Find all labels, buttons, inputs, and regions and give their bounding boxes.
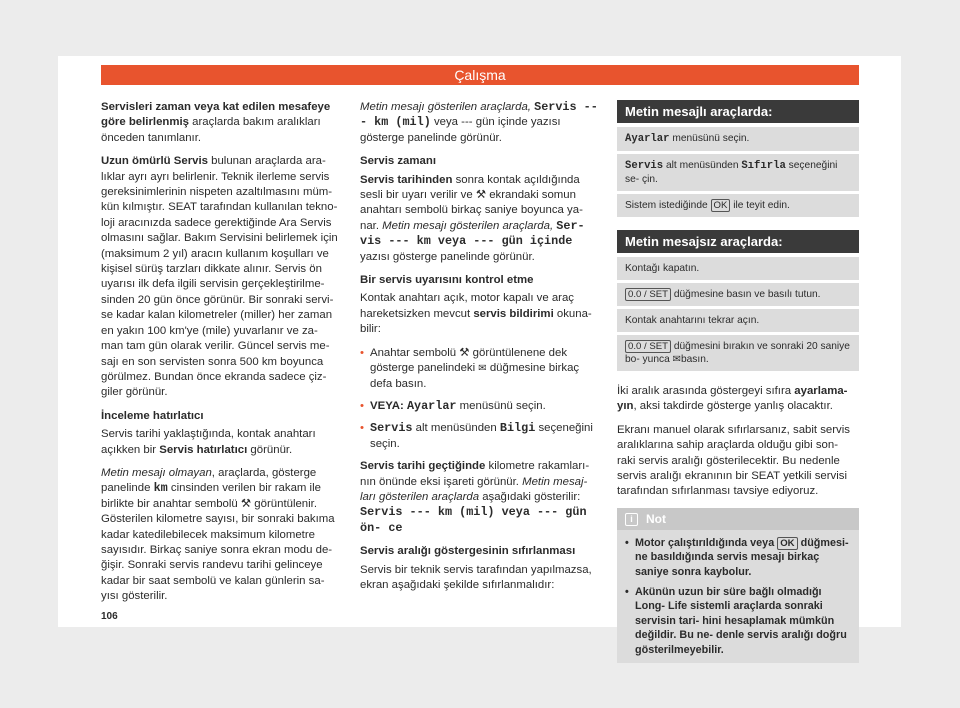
list-item (360, 399, 600, 414)
text: ekrandaki somun anahtarı sembolü birkaç saniye boyunca ya- nar. (360, 189, 583, 232)
heading-service-time: Servis zamanı (360, 155, 436, 168)
paragraph-text-message (360, 100, 600, 146)
text: menüsünü seçin. (456, 399, 546, 412)
list-item (360, 421, 600, 452)
display-text: Servis --- km (mil) (360, 100, 598, 130)
text: basın. (680, 354, 709, 365)
km-unit: km (153, 481, 168, 496)
box-title: Metin mesajlı araçlarda: (617, 100, 859, 123)
box-step (617, 194, 859, 217)
bold-text: Servis tarihinden (360, 173, 453, 186)
wrench-icon: ⚒ (475, 189, 487, 202)
text: Servis tarihi yaklaştığında, kontak anahtarı açıkken bir (101, 428, 316, 456)
text: Anahtar sembolü (370, 346, 460, 359)
set-key: 0.0 / SET (625, 288, 671, 301)
paragraph-no-text-message (101, 466, 341, 605)
paragraph-service-intro (101, 100, 341, 146)
message-button-icon: ✉ (672, 354, 681, 365)
note-header (617, 508, 859, 530)
text: görüntülenene dek gösterge panelindeki (370, 346, 568, 375)
paragraph-reset-warning (617, 384, 859, 415)
text: düğmesi- ne basıldığında servis mesajı birkaç saniye sonra kaybolur. (635, 536, 849, 578)
text: alt menüsünden (663, 160, 742, 171)
paragraph-overdue (360, 459, 600, 536)
text: araçlarda bakım aralıkları önceden tanımlanır. (101, 116, 321, 144)
ok-key: OK (777, 537, 797, 550)
note-item: • Akünün uzun bir süre bağlı olmadığı Long- Life sistemli araçlarda sonraki servisin tari- hini hesaplamak mümkün değildir. Bu ne- denle servis aralığı doğru gösterilmeyebilir. (617, 585, 859, 657)
menu-name: Bilgi (499, 421, 536, 436)
box-step: Kontak anahtarını tekrar açın. (617, 309, 859, 332)
text: kilometre rakamları- nın önünde eksi işareti görünür. (360, 460, 590, 488)
note-item (617, 536, 859, 579)
menu-name: Ayarlar (406, 398, 457, 413)
bold-text: servis bildirimi (473, 307, 554, 320)
text: Sistem istediğinde (625, 200, 711, 211)
box-step (617, 127, 859, 151)
column-3 (617, 100, 859, 663)
text: aşağıdaki gösterilir: (479, 490, 581, 503)
box-step (617, 283, 859, 306)
italic-text: Metin mesajı olmayan (101, 466, 212, 479)
text: menüsünü seçin. (669, 133, 750, 144)
text: alt menüsünden (412, 422, 500, 435)
box-step (617, 335, 859, 371)
heading-check-warning: Bir servis uyarısını kontrol etme (360, 274, 534, 287)
message-button-icon: ✉ (478, 363, 487, 375)
bold-text: VEYA: (370, 399, 407, 412)
text: düğmesine birkaç defa basın. (370, 362, 580, 390)
text: sonra kontak açıldığında sesli bir uyarı verilir ve (360, 173, 580, 202)
text: , araçlarda, gösterge panelinde (101, 466, 317, 495)
box-step (617, 154, 859, 191)
heading-reset: Servis aralığı göstergesinin sıfırlanması (360, 545, 576, 558)
heading-inspection-reminder: İnceleme hatırlatıcı (101, 409, 204, 422)
text: , aksi takdirde gösterge yanlış olacaktır. (633, 400, 833, 413)
italic-text: Metin mesajı gösterilen araçlarda, (382, 219, 554, 232)
section-header: Çalışma (101, 65, 859, 85)
text: okuna- bilir: (360, 307, 592, 336)
procedure-box-no-text-message (617, 230, 859, 371)
text: seçeneğini se- çin. (625, 160, 838, 185)
text: bulunan araçlarda ara- lıklar ayrı ayrı belirlenir. Teknik ilerleme servis gereksinimlerinin nispeten azaltılmasını müm- kün kılmıştır. SEAT tarafından kullanılan tekno- loji aracınızda sadece gerektiğinde Ara Servis olmasını sağlar. Bakım Servisini belirlemek için (maksimum 2 yıl) aracın kullanım koşulları ve kişisel sürüş tarzları dikkate alınır. Servis ön uyarısı ilk defa ilgili servisin gerçekleştirilme- sinden 20 gün önce görünür. Bir sonraki servi- se kadar kalan kilometreler (miller) her zaman en yakın 100 km'ye (mile) yuvarlanır ve za- man tam gün olarak verilir. Güncel servis me- sajı en son servisten sonra 500 km boyunca görülmez. Bundan önce ekranda sadece çiz- giler görünür. (101, 155, 338, 399)
wrench-icon: ⚒ (240, 497, 252, 510)
menu-name: Ayarlar (625, 133, 670, 145)
paragraph-longlife (101, 154, 341, 401)
wrench-icon: ⚒ (459, 346, 470, 359)
set-key: 0.0 / SET (625, 340, 671, 353)
text: Motor çalıştırıldığında veya (635, 536, 778, 549)
bold-text: Servis hatırlatıcı (159, 443, 248, 456)
page-number: 106 (101, 611, 118, 622)
column-2 (360, 100, 600, 601)
text: düğmesine basın ve basılı tutun. (671, 289, 821, 300)
bold-text: Servis tarihi geçtiğinde (360, 460, 486, 473)
paragraph-check (360, 291, 600, 337)
text: ile teyit edin. (730, 200, 790, 211)
ok-key: OK (711, 199, 731, 212)
display-text: Ser- vis --- km veya --- gün içinde (360, 218, 585, 249)
note-title: Not (646, 511, 666, 526)
text: görünür. (247, 443, 293, 456)
italic-text: Metin mesajı gösterilen araçlarda, (360, 101, 531, 113)
text: düğmesini bırakın ve sonraki 20 saniye bo- yunca (625, 341, 850, 365)
paragraph-service-date (360, 173, 600, 265)
bold-text: ayarlama- yın (617, 385, 848, 413)
info-icon: i (625, 513, 638, 526)
note-box (617, 508, 859, 663)
paragraph-reset: Servis bir teknik servis tarafından yapılmazsa, ekran aşağıdaki şekilde sıfırlanmalıdır: (360, 563, 592, 591)
display-text: Servis --- km (mil) veya --- gün ön- ce (360, 505, 587, 535)
text: İki aralık arasında göstergeyi sıfıra (617, 385, 795, 397)
menu-name: Servis (370, 421, 413, 436)
menu-name: Servis (625, 160, 664, 172)
list-item (360, 346, 600, 392)
paragraph-manual-reset: Ekranı manuel olarak sıfırlarsanız, sabit servis aralıklarına sahip araçlarda olduğu gibi son- raki servis aralığı gösterilecektir. Bu nedenle servis aralığı ekranının bir SEAT yetkili servisi tarafından sıfırlanması tavsiye ediyoruz. (617, 423, 850, 498)
text: görüntülenir. Gösterilen kilometre sayısı, bir sonraki bakıma kadar katedilebilecek maksimum kilometre sayısıdır. Birkaç saniye sonra ekran modu de- ğişir. Sonraki servis randevu tarihi gelinceye kadar bir saat sembolü ve kalan günlerin sa- yısı gösterilir. (101, 497, 335, 603)
bold-text: Servisleri zaman veya kat edilen mesafeye göre belirlenmiş (101, 101, 331, 129)
paragraph-reminder (101, 427, 341, 458)
text: yazısı gösterge panelinde görünür. (360, 250, 535, 263)
text: seçeneğini seçin. (370, 422, 593, 450)
column-1 (101, 100, 341, 613)
menu-name: Sıfırla (741, 160, 786, 172)
text: veya --- gün içinde yazısı gösterge panelinde görünür. (360, 116, 561, 144)
bold-text: Uzun ömürlü Servis (101, 155, 208, 168)
box-title: Metin mesajsız araçlarda: (617, 230, 859, 253)
text: cinsinden verilen bir rakam ile birlikte bir anahtar sembolü (101, 482, 321, 510)
procedure-box-text-message (617, 100, 859, 217)
italic-text: Metin mesaj- ları gösterilen araçlarda (360, 475, 588, 503)
box-step: Kontağı kapatın. (617, 257, 859, 280)
text: Kontak anahtarı açık, motor kapalı ve araç hareketsizken mevcut (360, 292, 575, 320)
